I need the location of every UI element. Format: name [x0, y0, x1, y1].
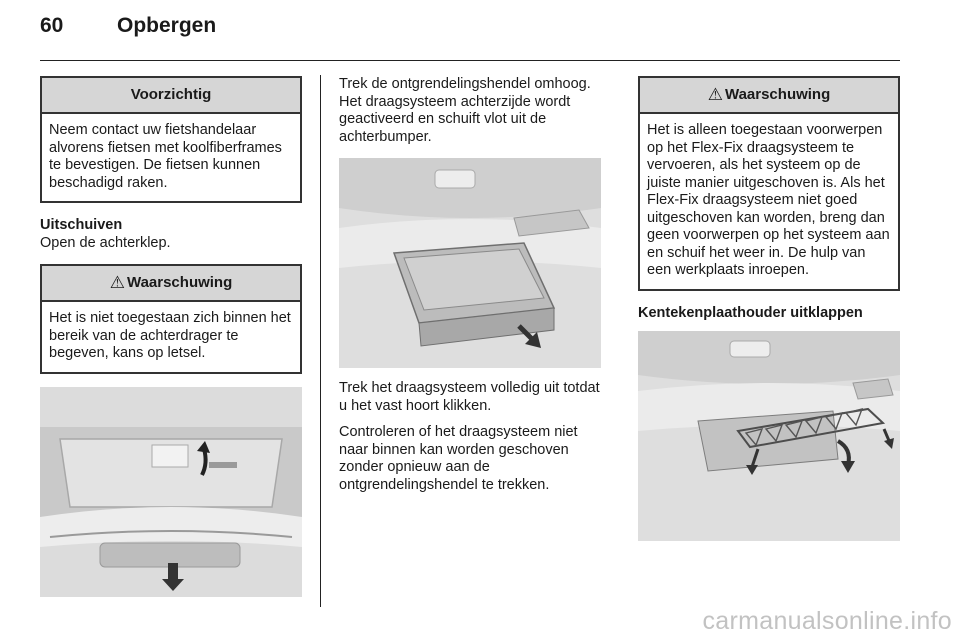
warning-box-right-text: Het is alleen toegestaan voorwerpen op het Flex-Fix draagsysteem te vervoeren, als het systeem op de juiste manier uitgeschoven is. Als het Flex-Fix draagsysteem niet goed uitgeschoven kan worden, breng dan geen voorwerpen op het systeem aan en schuif het weer in. De hulp van een werkplaats inroepen.: [647, 122, 890, 278]
subheading-uitschuiven: Uitschuiven: [40, 217, 123, 233]
column-divider: [320, 75, 321, 607]
carrier-drawer-drawing: [339, 158, 601, 368]
illustration-tailgate-open: [40, 387, 302, 597]
column-middle: [339, 76, 601, 494]
caution-box-text: Neem contact uw fietshandelaar alvorens fietsen met koolfiberframes te bevestigen. De fietsen kunnen beschadigd raken.: [49, 122, 282, 191]
intro-text: Open de achterklep.: [40, 234, 171, 251]
column-right: [638, 76, 900, 541]
illustration-plate-holder: [638, 331, 900, 541]
watermark: carmanualsonline.info: [702, 607, 952, 635]
warning-box-right: [638, 76, 900, 291]
paragraph-release-lever: Trek de ontgrendelingshendel omhoog. Het draagsysteem achterzijde wordt geactiveerd en schuift vlot uit de achterbumper.: [339, 76, 591, 145]
warning-box-left-title: Waarschuwing: [126, 274, 233, 291]
paragraph-pull-out: Trek het draagsysteem volledig uit totdat u het vast hoort klikken.: [339, 380, 600, 414]
caution-box: [40, 76, 302, 203]
warning-box-left-text: Het is niet toegestaan zich binnen het bereik van de achterdrager te begeven, kans op letsel.: [49, 310, 291, 361]
warning-box-right-header: [640, 78, 898, 114]
illustration-carrier-drawer: [339, 158, 601, 368]
warning-triangle-icon: ⚠: [109, 273, 125, 292]
subheading-kentekenplaathouder: Kentekenplaathouder uitklappen: [638, 304, 863, 321]
plate-holder-drawing: [638, 331, 900, 541]
warning-box-left: [40, 264, 302, 374]
header-rule: [40, 60, 900, 61]
warning-box-right-title: Waarschuwing: [724, 86, 831, 103]
tailgate-open-drawing: [40, 387, 302, 597]
page-number: 60: [40, 14, 64, 37]
paragraph-check: Controleren of het draagsysteem niet naar binnen kan worden geschoven zonder opnieuw aan de ontgrendelingshendel te trekken.: [339, 424, 578, 493]
caution-box-title: Voorzichtig: [42, 78, 300, 114]
page-title: Opbergen: [117, 14, 217, 37]
warning-box-left-header: [42, 266, 300, 302]
warning-triangle-icon: ⚠: [707, 85, 723, 104]
column-left: [40, 76, 302, 597]
